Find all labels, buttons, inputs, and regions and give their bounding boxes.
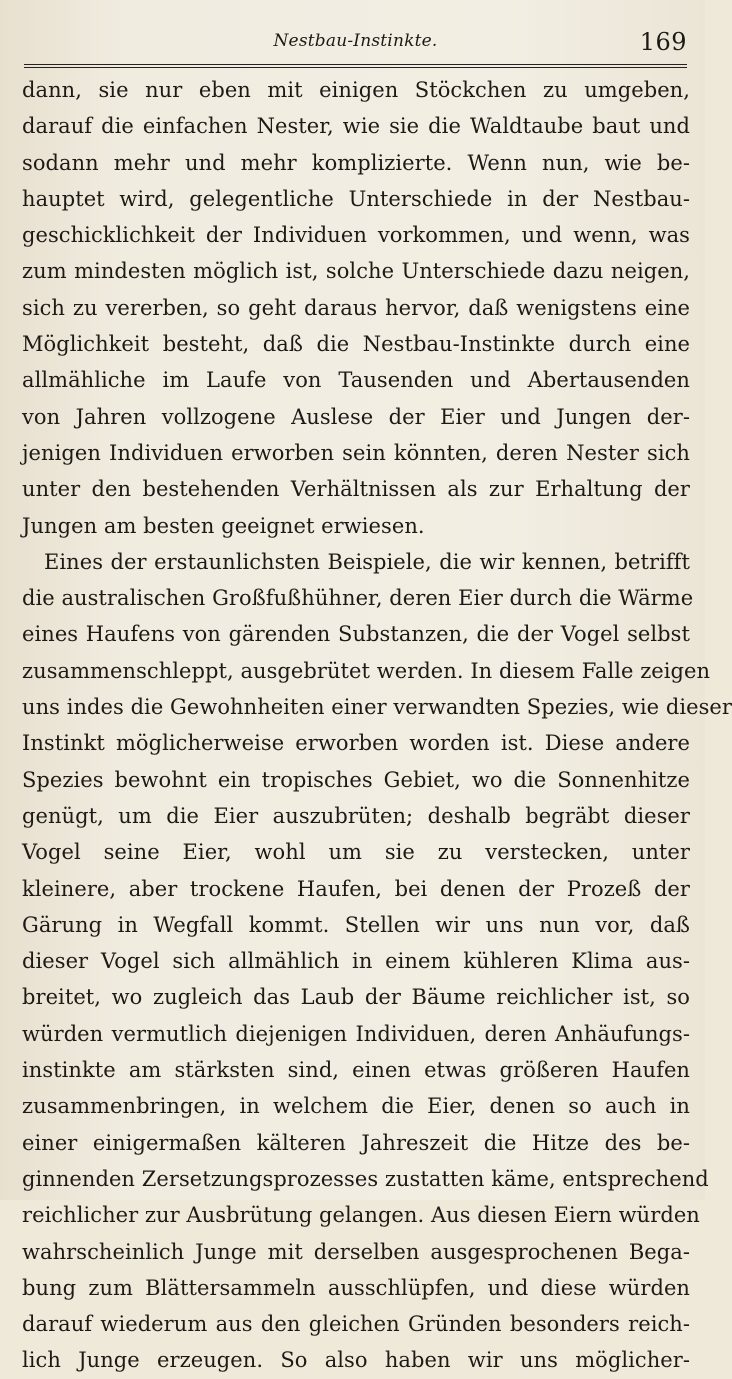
text-line: würden vermutlich diejenigen Individuen, deren Anhäufungs- [22, 1021, 690, 1046]
text-line: jenigen Individuen erworben sein könnten, deren Nester sich [22, 440, 690, 465]
paragraph-end-line: Jungen am besten geeignet erwiesen. [22, 513, 425, 538]
paragraph-start-line: Eines der erstaunlichsten Beispiele, die wir kennen, betrifft [44, 549, 690, 574]
text-line: unter den bestehenden Verhältnissen als zur Erhaltung der [22, 477, 690, 502]
text-line: instinkte am stärksten sind, einen etwas größeren Haufen [22, 1058, 690, 1083]
text-line: bung zum Blättersammeln ausschlüpfen, und diese würden [22, 1275, 690, 1300]
text-line: zum mindesten möglich ist, solche Unterschiede dazu neigen, [22, 259, 690, 284]
text-line: einer einigermaßen kälteren Jahreszeit die Hitze des be- [22, 1130, 690, 1155]
text-line: breitet, wo zugleich das Laub der Bäume reichlicher ist, so [22, 985, 690, 1010]
text-line: reichlicher zur Ausbrütung gelangen. Aus diesen Eiern würden [22, 1203, 700, 1228]
text-line: die australischen Großfußhühner, deren Eier durch die Wärme [22, 586, 694, 611]
running-title: Nestbau-Instinkte. [273, 31, 438, 51]
page-header [24, 26, 687, 66]
text-line: Vogel seine Eier, wohl um sie zu verstecken, unter [22, 840, 690, 865]
text-line: dieser Vogel sich allmählich in einem kühleren Klima aus- [22, 949, 690, 974]
text-line: lich Junge erzeugen. So also haben wir uns möglicher- [22, 1348, 690, 1373]
text-line: wahrscheinlich Junge mit derselben ausgesprochenen Bega- [22, 1239, 690, 1264]
text-line: Spezies bewohnt ein tropisches Gebiet, wo die Sonnenhitze [22, 767, 690, 792]
text-line: zusammenbringen, in welchem die Eier, denen so auch in [22, 1094, 690, 1119]
text-line: genügt, um die Eier auszubrüten; deshalb begräbt dieser [22, 803, 690, 828]
text-line: eines Haufens von gärenden Substanzen, die der Vogel selbst [22, 622, 690, 647]
text-line: ginnenden Zersetzungsprozesses zustatten käme, entsprechend [22, 1166, 709, 1191]
text-line: Gärung in Wegfall kommt. Stellen wir uns nun vor, daß [22, 912, 690, 937]
text-line: allmähliche im Laufe von Tausenden und Abertausenden [22, 368, 690, 393]
header-rule [24, 64, 687, 68]
text-line: uns indes die Gewohnheiten einer verwandten Spezies, wie dieser [22, 695, 732, 720]
text-line: sodann mehr und mehr komplizierte. Wenn nun, wie be- [22, 150, 690, 175]
text-line: geschicklichkeit der Individuen vorkommen, und wenn, was [22, 223, 690, 248]
page-number: 169 [639, 28, 687, 56]
text-line: Instinkt möglicherweise erworben worden ist. Diese andere [22, 731, 690, 756]
text-line: dann, sie nur eben mit einigen Stöckchen zu umgeben, [22, 78, 690, 102]
text-line: zusammenschleppt, ausgebrütet werden. In diesem Falle zeigen [22, 658, 711, 683]
body-text [22, 72, 732, 1379]
text-line: Möglichkeit besteht, daß die Nestbau-Instinkte durch eine [22, 332, 690, 357]
text-line: hauptet wird, gelegentliche Unterschiede in der Nestbau- [22, 186, 690, 211]
text-line: von Jahren vollzogene Auslese der Eier und Jungen der- [22, 404, 690, 429]
text-line: sich zu vererben, so geht daraus hervor, daß wenigstens eine [22, 295, 690, 320]
text-line: darauf wiederum aus den gleichen Gründen besonders reich- [22, 1312, 690, 1337]
text-line: darauf die einfachen Nester, wie sie die Waldtaube baut und [22, 114, 690, 139]
text-line: kleinere, aber trockene Haufen, bei denen der Prozeß der [22, 876, 690, 901]
